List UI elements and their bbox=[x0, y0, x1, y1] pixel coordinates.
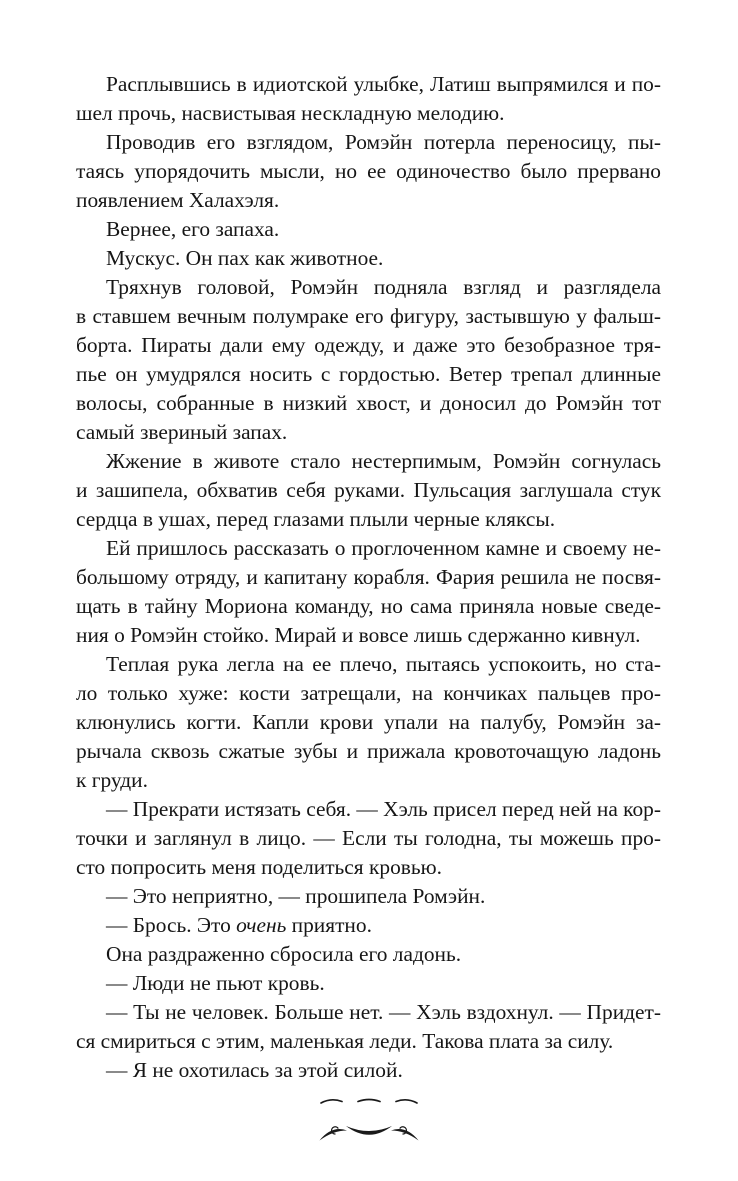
paragraph bbox=[76, 273, 661, 447]
text-line: — Люди не пьют кровь. bbox=[106, 971, 325, 995]
text-line: рычала сквозь сжатые зубы и прижала кровоточащую ладонь bbox=[76, 739, 661, 763]
text-line: точки и заглянул в лицо. — Если ты голодна, ты можешь про- bbox=[76, 826, 661, 850]
italic-text: очень bbox=[236, 913, 287, 937]
text-line: — Прекрати истязать себя. — Хэль присел перед ней на кор- bbox=[106, 797, 661, 821]
text-line: большому отряду, и капитану корабля. Фария решила не посвя- bbox=[76, 565, 661, 589]
paragraph bbox=[76, 534, 661, 650]
text-line: Вернее, его запаха. bbox=[106, 217, 280, 241]
text-line: — Ты не человек. Больше нет. — Хэль вздохнул. — Придет- bbox=[106, 1000, 661, 1024]
text-line: — Я не охотилась за этой силой. bbox=[106, 1058, 403, 1082]
text-line: борта. Пираты дали ему одежду, и даже это безобразное тря- bbox=[76, 333, 661, 357]
text-line: пье он умудрялся носить с гордостью. Ветер трепал длинные bbox=[76, 362, 661, 386]
text-segment: приятно. bbox=[286, 913, 372, 937]
text-line: к груди. bbox=[76, 768, 148, 792]
text-line: появлением Халахэля. bbox=[76, 188, 280, 212]
text-line: щать в тайну Мориона команду, но сама приняла новые сведе- bbox=[76, 594, 661, 618]
text-line bbox=[76, 911, 661, 940]
text-line: сто попросить меня поделиться кровью. bbox=[76, 855, 442, 879]
text-line: ло только хуже: кости затрещали, на кончиках пальцев про- bbox=[76, 681, 661, 705]
paragraph bbox=[76, 969, 661, 998]
text-line: клюнулись когти. Капли крови упали на палубу, Ромэйн за- bbox=[76, 710, 661, 734]
text-line: шел прочь, насвистывая нескладную мелодию. bbox=[76, 101, 505, 125]
text-line: таясь упорядочить мысли, но ее одиночество было прервано bbox=[76, 159, 661, 183]
text-line: сердца в ушах, перед глазами плыли черные кляксы. bbox=[76, 507, 556, 531]
text-line: Ей пришлось рассказать о проглоченном камне и своему не- bbox=[106, 536, 661, 560]
text-line: Мускус. Он пах как животное. bbox=[106, 246, 384, 270]
text-line: и зашипела, обхватив себя руками. Пульсация заглушала стук bbox=[76, 478, 661, 502]
text-line: — Это неприятно, — прошипела Ромэйн. bbox=[106, 884, 486, 908]
paragraph bbox=[76, 447, 661, 534]
paragraph bbox=[76, 70, 661, 128]
text-line: Жжение в животе стало нестерпимым, Ромэйн согнулась bbox=[106, 449, 661, 473]
page-text bbox=[76, 70, 661, 1085]
paragraph bbox=[76, 882, 661, 911]
paragraph bbox=[76, 128, 661, 215]
section-divider-ornament bbox=[76, 1094, 661, 1147]
paragraph bbox=[76, 998, 661, 1056]
text-line: в ставшем вечным полумраке его фигуру, застывшую у фальш- bbox=[76, 304, 661, 328]
text-line: Тряхнув головой, Ромэйн подняла взгляд и разглядела bbox=[106, 275, 661, 299]
paragraph bbox=[76, 215, 661, 244]
paragraph bbox=[76, 911, 661, 940]
flourish-icon bbox=[319, 1094, 419, 1147]
text-line: самый звериный запах. bbox=[76, 420, 288, 444]
paragraph bbox=[76, 940, 661, 969]
paragraph bbox=[76, 795, 661, 882]
text-line: ся смириться с этим, маленькая леди. Такова плата за силу. bbox=[76, 1029, 614, 1053]
text-line: Расплывшись в идиотской улыбке, Латиш выпрямился и по- bbox=[106, 72, 661, 96]
paragraph bbox=[76, 1056, 661, 1085]
text-line: волосы, собранные в низкий хвост, и доносил до Ромэйн тот bbox=[76, 391, 661, 415]
paragraph bbox=[76, 244, 661, 273]
paragraph bbox=[76, 650, 661, 795]
text-line: Проводив его взглядом, Ромэйн потерла переносицу, пы- bbox=[106, 130, 661, 154]
text-segment: — Брось. Это bbox=[106, 913, 237, 937]
text-line: Теплая рука легла на ее плечо, пытаясь успокоить, но ста- bbox=[106, 652, 661, 676]
text-line: ния о Ромэйн стойко. Мирай и вовсе лишь сдержанно кивнул. bbox=[76, 623, 641, 647]
text-line: Она раздраженно сбросила его ладонь. bbox=[106, 942, 462, 966]
